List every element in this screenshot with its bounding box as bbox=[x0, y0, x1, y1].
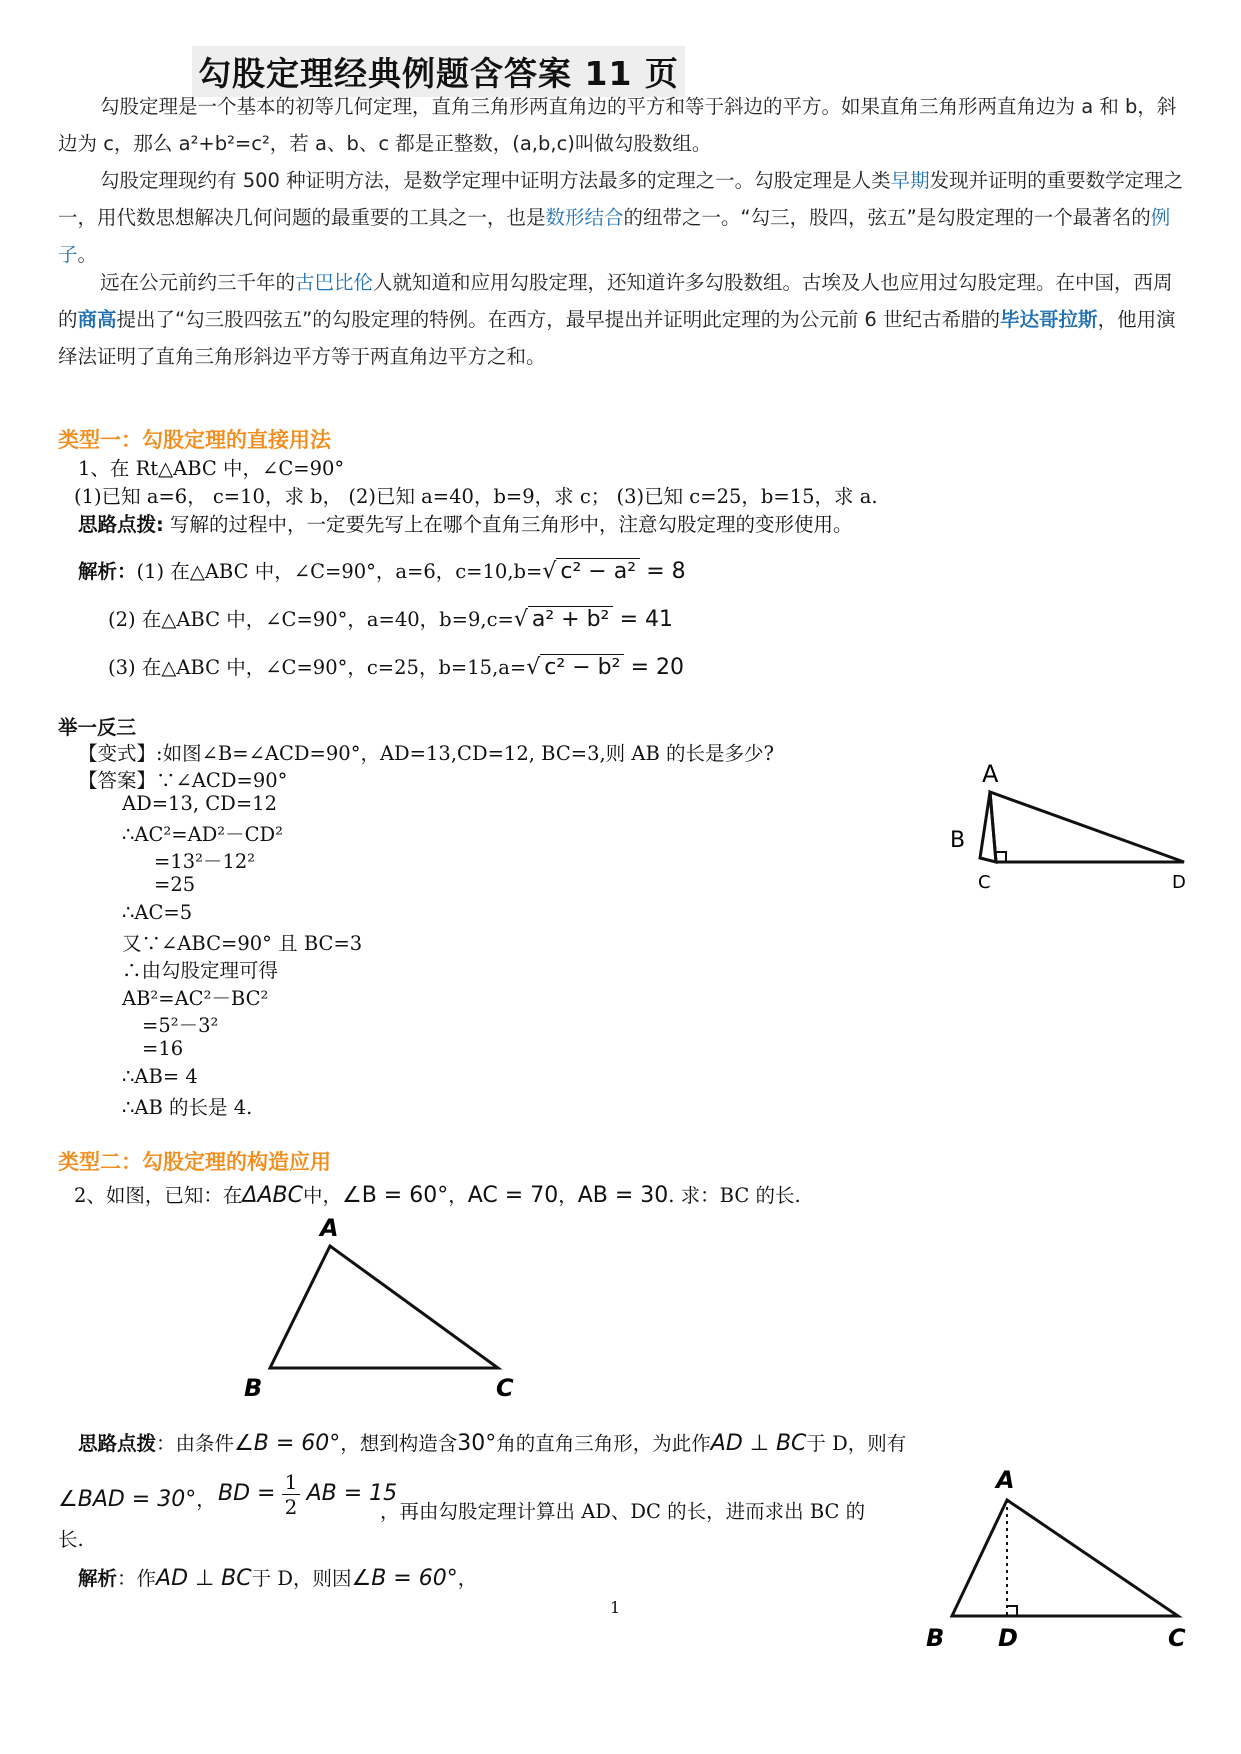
sqrt-sign: √ bbox=[542, 559, 557, 584]
label-d: D bbox=[998, 1624, 1018, 1652]
text-span: ，他用演绎法证明了直角三角形斜边平方等于两直角边平方之和。 bbox=[58, 308, 1176, 368]
answer-step: 又∵∠ABC=90° 且 BC=3 bbox=[122, 932, 363, 955]
hint-2-bd bbox=[218, 1470, 397, 1519]
text-span: 的纽带之一。“勾三，股四，弦五”是勾股定理的一个最著名的 bbox=[623, 206, 1151, 229]
variant-heading: 举一反三 bbox=[58, 716, 137, 739]
answer-step: ∴AB= 4 bbox=[122, 1065, 198, 1088]
answer-step: ∴AC²=AD²－CD² bbox=[122, 823, 283, 846]
variant-figure bbox=[920, 752, 1200, 902]
label-b: B bbox=[950, 828, 966, 853]
label-a: A bbox=[982, 760, 999, 788]
question-1-parts: (1)已知 a=6， c=10，求 b， (2)已知 a=40，b=9，求 c； (3)已知 c=25，b=15，求 a. bbox=[74, 485, 878, 508]
variant-answer-label: 【答案】∵∠ACD=90° bbox=[78, 769, 288, 792]
question-2-figure bbox=[240, 1210, 540, 1400]
math-span: BD = bbox=[218, 1481, 276, 1506]
label-b: B bbox=[244, 1374, 263, 1400]
text-span: ， bbox=[457, 1567, 478, 1590]
label-d: D bbox=[1172, 872, 1186, 893]
solution-2 bbox=[78, 1563, 477, 1591]
answer-step: ∴由勾股定理可得 bbox=[122, 959, 279, 982]
solution-1-line-3 bbox=[108, 652, 684, 680]
text-span: 于 D，则有 bbox=[806, 1432, 907, 1455]
link-example[interactable]: 例子 bbox=[58, 206, 1171, 266]
intro-paragraph-1: 勾股定理是一个基本的初等几何定理，直角三角形两直角边的平方和等于斜边的平方。如果直角三角形两直角边为 a 和 b，斜边为 c，那么 a²+b²=c²，若 a、b、c 都是正整数，(a,b,c)叫做勾股数组。 bbox=[58, 95, 1177, 155]
section-heading-type2: 类型二：勾股定理的构造应用 bbox=[58, 1150, 331, 1174]
sqrt-sign: √ bbox=[526, 655, 541, 680]
solution-2-figure bbox=[920, 1466, 1200, 1656]
text-span: 远在公元前约三千年的 bbox=[100, 271, 296, 294]
math-span: ∠B = 60° bbox=[342, 1183, 449, 1208]
text-span: ，想到构造含 bbox=[340, 1432, 458, 1455]
label-a: A bbox=[996, 1466, 1015, 1494]
label-c: C bbox=[1168, 1624, 1186, 1652]
math-span: AB = 15 bbox=[306, 1481, 398, 1506]
label-c: C bbox=[496, 1374, 514, 1400]
answer-step: AB²=AC²－BC² bbox=[122, 987, 269, 1010]
math-span: AD ⊥ BC bbox=[156, 1566, 252, 1591]
solution-1-line-1 bbox=[78, 556, 686, 584]
link-early[interactable]: 早期 bbox=[890, 169, 930, 192]
math-span: ∠BAD = 30° bbox=[58, 1487, 197, 1512]
text-span: 2、如图，已知：在 bbox=[74, 1184, 243, 1207]
math-span: ΔABC bbox=[242, 1183, 303, 1208]
fraction bbox=[282, 1470, 301, 1519]
math-span: AD ⊥ BC bbox=[710, 1431, 807, 1456]
text-span: 发现并证明的重要数学定理之一，用代数思想解决几何问题的最重要的工具之一，也是 bbox=[58, 169, 1184, 229]
text-span: . 求：BC 的长. bbox=[668, 1184, 801, 1207]
hint-1 bbox=[78, 509, 853, 537]
hint-text: 写解的过程中，一定要先写上在哪个直角三角形中，注意勾股定理的变形使用。 bbox=[170, 513, 853, 536]
solution-label: 解析： bbox=[78, 560, 137, 583]
answer-step: AD=13, CD=12 bbox=[122, 792, 277, 815]
label-b: B bbox=[926, 1624, 945, 1652]
radicand: a² + b² bbox=[528, 606, 614, 632]
text-span: 提出了“勾三股四弦五”的勾股定理的特例。在西方，最早提出并证明此定理的为公元前 6 世纪古希腊的 bbox=[116, 308, 1001, 331]
denominator: 2 bbox=[284, 1495, 298, 1519]
hint-label: 思路点拨 bbox=[78, 1432, 157, 1455]
result: = 20 bbox=[630, 655, 685, 680]
text-span: ：作 bbox=[117, 1567, 157, 1590]
hint-2-line-1 bbox=[78, 1428, 906, 1456]
triangle-abc bbox=[270, 1246, 498, 1368]
radicand: c² − b² bbox=[540, 654, 624, 680]
page-title: 勾股定理经典例题含答案 11 页 bbox=[192, 46, 685, 97]
text-span: 。 bbox=[77, 243, 98, 266]
intro-paragraph-3 bbox=[58, 264, 1188, 375]
solution-text: (1) 在△ABC 中，∠C=90°，a=6，c=10,b= bbox=[136, 560, 543, 583]
answer-step: =13²－12² bbox=[154, 850, 256, 873]
page-number: 1 bbox=[610, 1598, 621, 1617]
hint-2-cont: ，再由勾股定理计算出 AD、DC 的长，进而求出 BC 的 bbox=[380, 1500, 866, 1523]
sqrt-sign: √ bbox=[513, 607, 528, 632]
math-span: ∠B = 60° bbox=[234, 1431, 341, 1456]
link-shuxingjiehe[interactable]: 数形结合 bbox=[545, 206, 624, 229]
hint-2-end: 长. bbox=[58, 1528, 84, 1551]
numerator: 1 bbox=[282, 1470, 301, 1495]
label-c: C bbox=[978, 872, 991, 893]
math-span: AC = 70 bbox=[467, 1183, 559, 1208]
hint-2-line-2: ∠BAD = 30°， bbox=[58, 1487, 216, 1512]
solution-text: (2) 在△ABC 中，∠C=90°，a=40，b=9,c= bbox=[108, 608, 514, 631]
text-span: ：由条件 bbox=[156, 1432, 235, 1455]
solution-text: (3) 在△ABC 中，∠C=90°，c=25，b=15,a= bbox=[108, 656, 527, 679]
text-span: 角的直角三角形，为此作 bbox=[496, 1432, 711, 1455]
solution-label: 解析 bbox=[78, 1567, 118, 1590]
result: = 8 bbox=[646, 559, 686, 584]
answer-step: ∴AB 的长是 4. bbox=[122, 1096, 253, 1119]
result: = 41 bbox=[619, 607, 674, 632]
link-pythagoras[interactable]: 毕达哥拉斯 bbox=[1000, 308, 1098, 331]
math-span: ∠B = 60° bbox=[351, 1566, 458, 1591]
hint-label: 思路点拨: bbox=[78, 513, 164, 536]
label-a: A bbox=[320, 1214, 339, 1242]
variant-question: 【变式】:如图∠B=∠ACD=90°，AD=13,CD=12, BC=3,则 AB 的长是多少? bbox=[78, 742, 774, 765]
triangle-acd bbox=[990, 792, 1184, 862]
link-babylon[interactable]: 古巴比伦 bbox=[295, 271, 374, 294]
answer-step: =16 bbox=[142, 1037, 184, 1060]
text-span: 中， bbox=[302, 1184, 342, 1207]
math-span: AB = 30 bbox=[577, 1183, 669, 1208]
triangle-abc bbox=[952, 1500, 1178, 1616]
question-2: 2、如图，已知：在ΔABC中，∠B = 60°，AC = 70，AB = 30. 求：BC 的长. bbox=[74, 1183, 801, 1208]
link-shanggao[interactable]: 商高 bbox=[77, 308, 117, 331]
section-heading-type1: 类型一：勾股定理的直接用法 bbox=[58, 428, 331, 452]
intro-paragraph-2 bbox=[58, 162, 1188, 273]
answer-step: ∴AC=5 bbox=[122, 901, 193, 924]
math-span: 30° bbox=[457, 1431, 497, 1456]
text-span: 勾股定理现约有 500 种证明方法，是数学定理中证明方法最多的定理之一。勾股定理是人类 bbox=[100, 169, 891, 192]
text-span: 于 D，则因 bbox=[251, 1567, 352, 1590]
radicand: c² − a² bbox=[556, 558, 640, 584]
solution-1-line-2 bbox=[108, 604, 673, 632]
question-1: 1、在 Rt△ABC 中，∠C=90° bbox=[78, 457, 345, 480]
text-span: 人就知道和应用勾股定理，还知道许多勾股数组。古埃及人也应用过勾股定理。在中国，西周的 bbox=[58, 271, 1173, 331]
answer-step: =25 bbox=[154, 873, 196, 896]
answer-step: =5²－3² bbox=[142, 1014, 219, 1037]
